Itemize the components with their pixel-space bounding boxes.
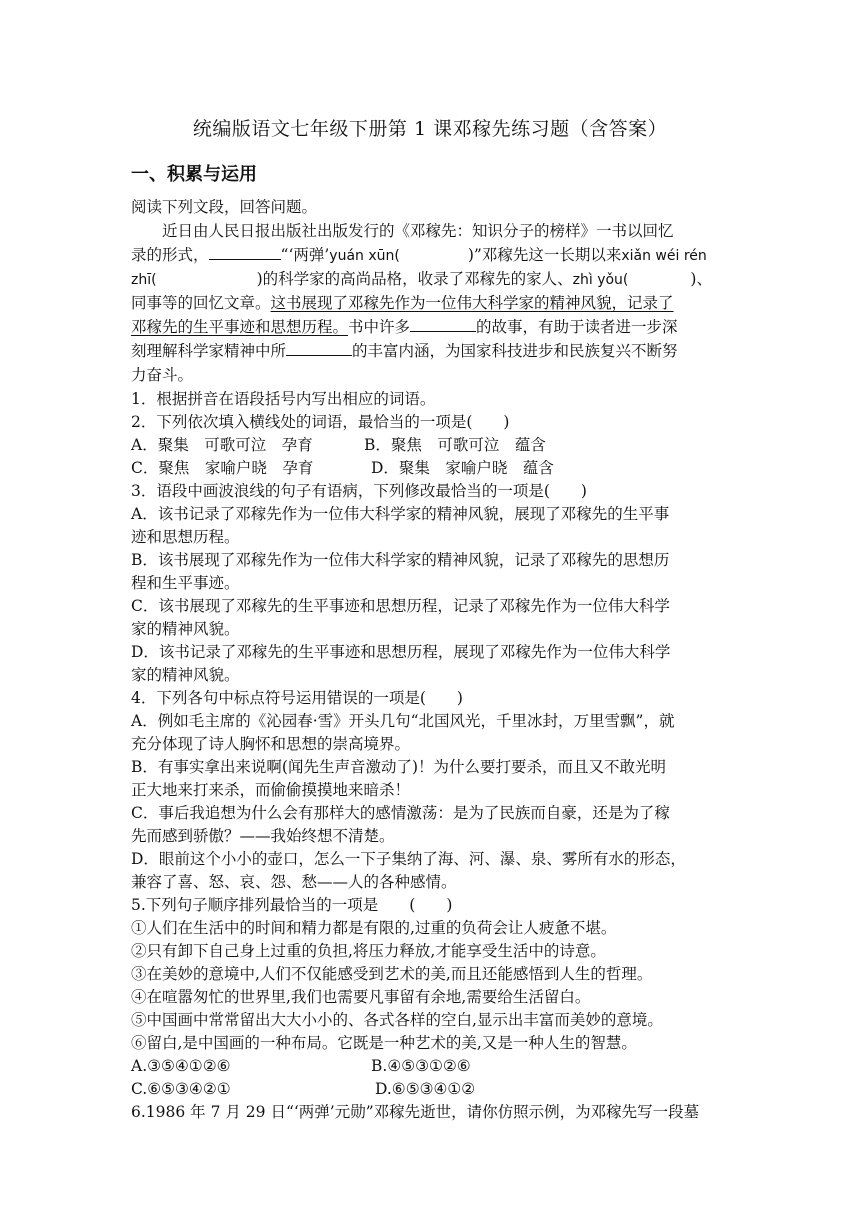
passage-text: 书中许多 bbox=[348, 318, 411, 336]
pinyin-text: xiǎn wéi rén bbox=[621, 248, 707, 264]
option-3c[interactable]: C．该书展现了邓稼先的生平事迹和思想历程，记录了邓稼先作为一位伟大科学 bbox=[131, 597, 670, 615]
option-3d[interactable]: D．该书记录了邓稼先的生平事迹和思想历程，展现了邓稼先作为一位伟大科学 bbox=[131, 643, 671, 661]
passage-text: )”邓稼先这一长期以来 bbox=[467, 246, 622, 264]
passage-line bbox=[131, 269, 712, 290]
option-5d[interactable]: D.⑥⑤③④①② bbox=[375, 1080, 476, 1098]
fill-blank[interactable] bbox=[286, 341, 352, 356]
option-4d-cont: 兼容了喜、怒、哀、怨、愁——人的各种感情。 bbox=[131, 873, 457, 891]
option-4b[interactable]: B．有事实拿出来说啊(闻先生声音激动了)！为什么要打要杀，而且又不敢光明 bbox=[131, 758, 666, 776]
option-3a-cont: 迹和思想历程。 bbox=[131, 528, 240, 546]
passage-line bbox=[131, 245, 707, 266]
sentence-5: ⑤中国画中常常留出大大小小的、各式各样的空白,显示出丰富而美妙的意境。 bbox=[131, 1011, 663, 1029]
question-3: 3．语段中画波浪线的句子有语病，下列修改最恰当的一项是( ) bbox=[131, 482, 587, 500]
question-5: 5.下列句子顺序排列最恰当的一项是 ( ) bbox=[131, 896, 453, 914]
question-4: 4．下列各句中标点符号运用错误的一项是( ) bbox=[131, 689, 463, 707]
sentence-6: ⑥留白,是中国画的一种布局。它既是一种艺术的美,又是一种人生的智慧。 bbox=[131, 1034, 637, 1052]
section-heading: 一、积累与运用 bbox=[131, 164, 257, 185]
passage-line: 近日由人民日报出版社出版发行的《邓稼先：知识分子的榜样》一书以回忆 bbox=[162, 222, 674, 240]
question-2: 2．下列依次填入横线处的词语，最恰当的一项是( ) bbox=[131, 413, 510, 431]
passage-text: )、 bbox=[690, 270, 712, 288]
option-3a[interactable]: A．该书记录了邓稼先作为一位伟大科学家的精神风貌，展现了邓稼先的生平事 bbox=[131, 505, 670, 523]
question-1: 1．根据拼音在语段括号内写出相应的词语。 bbox=[131, 390, 436, 408]
option-3d-cont: 家的精神风貌。 bbox=[131, 666, 240, 684]
option-5b[interactable]: B.④⑤③①②⑥ bbox=[371, 1057, 471, 1075]
fill-blank[interactable] bbox=[209, 245, 281, 260]
passage-text: 的丰富内涵，为国家科技进步和民族复兴不断努 bbox=[352, 342, 678, 360]
option-5a[interactable]: A.③⑤④①②⑥ bbox=[131, 1057, 231, 1075]
pinyin-text: zhī( bbox=[131, 272, 157, 288]
passage-text: “‘两弹’ bbox=[280, 246, 330, 264]
sentence-2: ②只有卸下自己身上过重的负担,将压力释放,才能享受生活中的诗意。 bbox=[131, 942, 606, 960]
option-4b-cont: 正大地来打来杀，而偷偷摸摸地来暗杀！ bbox=[131, 781, 411, 799]
passage-text: 刻理解科学家精神中所 bbox=[131, 342, 287, 360]
option-3c-cont: 家的精神风貌。 bbox=[131, 620, 240, 638]
document-title: 统编版语文七年级下册第 1 课邓稼先练习题（含答案） bbox=[192, 118, 668, 140]
passage-line bbox=[131, 341, 678, 361]
option-4c[interactable]: C．事后我追想为什么会有那样大的感情激荡：是为了民族而自豪，还是为了稼 bbox=[131, 804, 670, 822]
sentence-3: ③在美妙的意境中,人们不仅能感受到艺术的美,而且还能感悟到人生的哲理。 bbox=[131, 965, 653, 983]
passage-line bbox=[131, 317, 678, 337]
option-4d[interactable]: D．眼前这个小小的壶口，怎么一下子集纳了海、河、瀑、泉、雾所有水的形态， bbox=[131, 850, 686, 868]
option-4c-cont: 先而感到骄傲？——我始终想不清楚。 bbox=[131, 827, 395, 845]
sentence-1: ①人们在生活中的时间和精力都是有限的,过重的负荷会让人疲惫不堪。 bbox=[131, 919, 617, 937]
option-4a-cont: 充分体现了诗人胸怀和思想的崇高境界。 bbox=[131, 735, 411, 753]
wavy-underlined-sentence: 这书展现了邓稼先作为一位伟大科学家的精神风貌，记录了 bbox=[270, 294, 674, 312]
option-2a[interactable]: A．聚集 可歌可泣 孕育 bbox=[131, 436, 313, 454]
reading-instruction: 阅读下列文段，回答问题。 bbox=[131, 198, 318, 216]
option-3b-cont: 程和生平事迹。 bbox=[131, 574, 240, 592]
pinyin-text: yuán xūn( bbox=[329, 248, 400, 264]
option-4a[interactable]: A．例如毛主席的《沁园春·雪》开头几句“北国风光，千里冰封，万里雪飘”，就 bbox=[131, 712, 675, 730]
option-5c[interactable]: C.⑥⑤③④②① bbox=[131, 1080, 231, 1098]
question-6: 6.1986 年 7 月 29 日“‘两弹’元勋”邓稼先逝世，请你仿照示例，为邓稼先写一段墓 bbox=[131, 1103, 700, 1121]
option-2c[interactable]: C．聚焦 家喻户晓 孕育 bbox=[131, 459, 314, 477]
passage-text: 录的形式， bbox=[131, 246, 209, 264]
passage-text: 同事等的回忆文章。 bbox=[131, 294, 271, 312]
passage-text: 的故事，有助于读者进一步深 bbox=[476, 318, 678, 336]
passage-text: )的科学家的高尚品格，收录了邓稼先的家人、 bbox=[256, 270, 573, 288]
option-2b[interactable]: B．聚焦 可歌可泣 蕴含 bbox=[364, 436, 546, 454]
fill-blank[interactable] bbox=[410, 317, 476, 332]
option-3b[interactable]: B．该书展现了邓稼先作为一位伟大科学家的精神风貌，记录了邓稼先的思想历 bbox=[131, 551, 670, 569]
pinyin-text: zhì yǒu( bbox=[572, 272, 629, 288]
passage-line: 力奋斗。 bbox=[131, 366, 194, 384]
sentence-4: ④在喧嚣匆忙的世界里,我们也需要凡事留有余地,需要给生活留白。 bbox=[131, 988, 591, 1006]
option-2d[interactable]: D．聚集 家喻户晓 蕴含 bbox=[371, 459, 554, 477]
passage-line bbox=[131, 293, 674, 313]
wavy-underlined-sentence: 邓稼先的生平事迹和思想历程。 bbox=[131, 318, 349, 336]
